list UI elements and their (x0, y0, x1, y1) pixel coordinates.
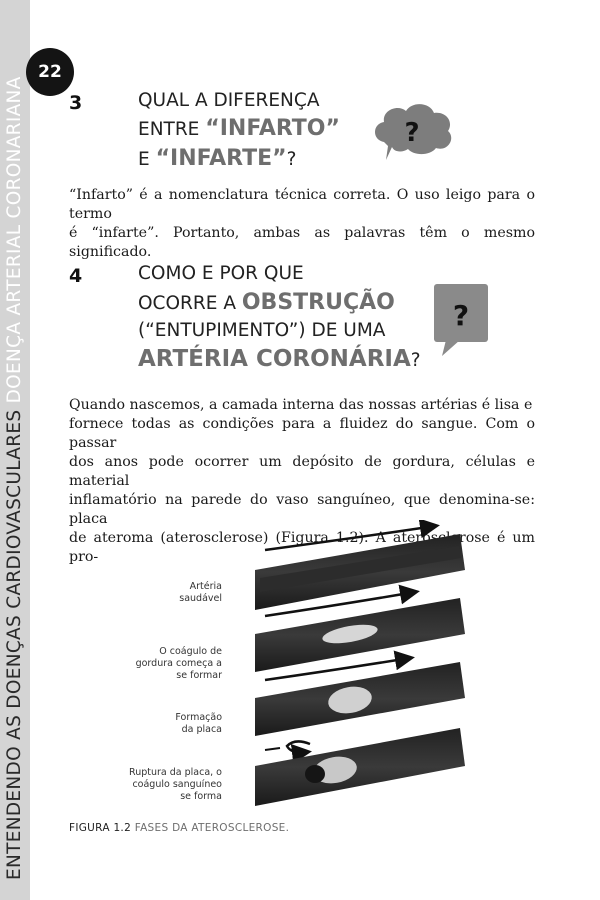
svg-text:?: ? (452, 299, 470, 332)
figure-caption-label: FIGURA 1.2 (69, 822, 132, 834)
question-3-answer: “Infarto” é a nomenclatura técnica correta. O uso leigo para o termo é “infarte”. Portanto, ambas as palavras têm o mesmo significado. (69, 187, 535, 260)
question-3-line-2: ENTRE “INFARTO” (138, 116, 340, 141)
figure-label-clot-forming: O coágulo de gordura começa a se formar (135, 646, 222, 681)
question-4-emphasis-2: ARTÉRIA CORONÁRIA (138, 346, 411, 372)
svg-text:?: ? (404, 118, 420, 148)
question-4-number: 4 (69, 265, 83, 287)
stage-plaque-rupture (255, 728, 465, 806)
chapter-spine-title (3, 76, 27, 880)
question-4-line-4: ARTÉRIA CORONÁRIA? (138, 346, 421, 372)
question-4-line-1: COMO E POR QUE (138, 263, 304, 284)
figure-caption-title: FASES DA ATEROSCLEROSE. (134, 822, 290, 834)
figure-label-healthy-artery: Artéria saudável (179, 581, 222, 604)
question-4-emphasis-1: OBSTRUÇÃO (241, 290, 395, 315)
page-number: 22 (26, 48, 74, 96)
question-3-emphasis-1: “INFARTO” (205, 116, 340, 141)
question-4-line-3: (“ENTUPIMENTO”) DE UMA (138, 320, 386, 341)
spine-part-1: ENTENDENDO AS DOENÇAS CARDIOVASCULARES (4, 409, 25, 880)
figure-caption (69, 822, 289, 834)
atherosclerosis-stages-illustration (235, 520, 470, 810)
question-4-line-2: OCORRE A OBSTRUÇÃO (138, 290, 395, 315)
question-bubble-icon (432, 282, 490, 360)
question-3-line-3: E “INFARTE”? (138, 146, 297, 171)
question-cloud-icon (370, 98, 456, 168)
question-3-number: 3 (69, 92, 83, 114)
stage-plaque-formation (255, 658, 465, 736)
question-3-emphasis-2: “INFARTE” (155, 146, 287, 171)
spine-part-2: DOENÇA ARTERIAL CORONARIANA (4, 76, 25, 404)
figure-label-plaque-formation: Formação da placa (175, 712, 222, 735)
figure-label-plaque-rupture: Ruptura da placa, o coágulo sanguíneo se forma (129, 767, 222, 802)
stage-healthy-artery (255, 526, 465, 610)
question-3-line-1: QUAL A DIFERENÇA (138, 90, 320, 111)
question-4-answer: Quando nascemos, a camada interna das nossas artérias é lisa e fornece todas as condições para a fluidez do sangue. Com o passar dos anos pode ocorrer um depósito de gordura, células e material inflamatório na parede do vaso sanguíneo, que denomina-se: placa de ateroma (aterosclerose) (Figura 1.2). A aterosclerose é um pro- (69, 397, 535, 565)
